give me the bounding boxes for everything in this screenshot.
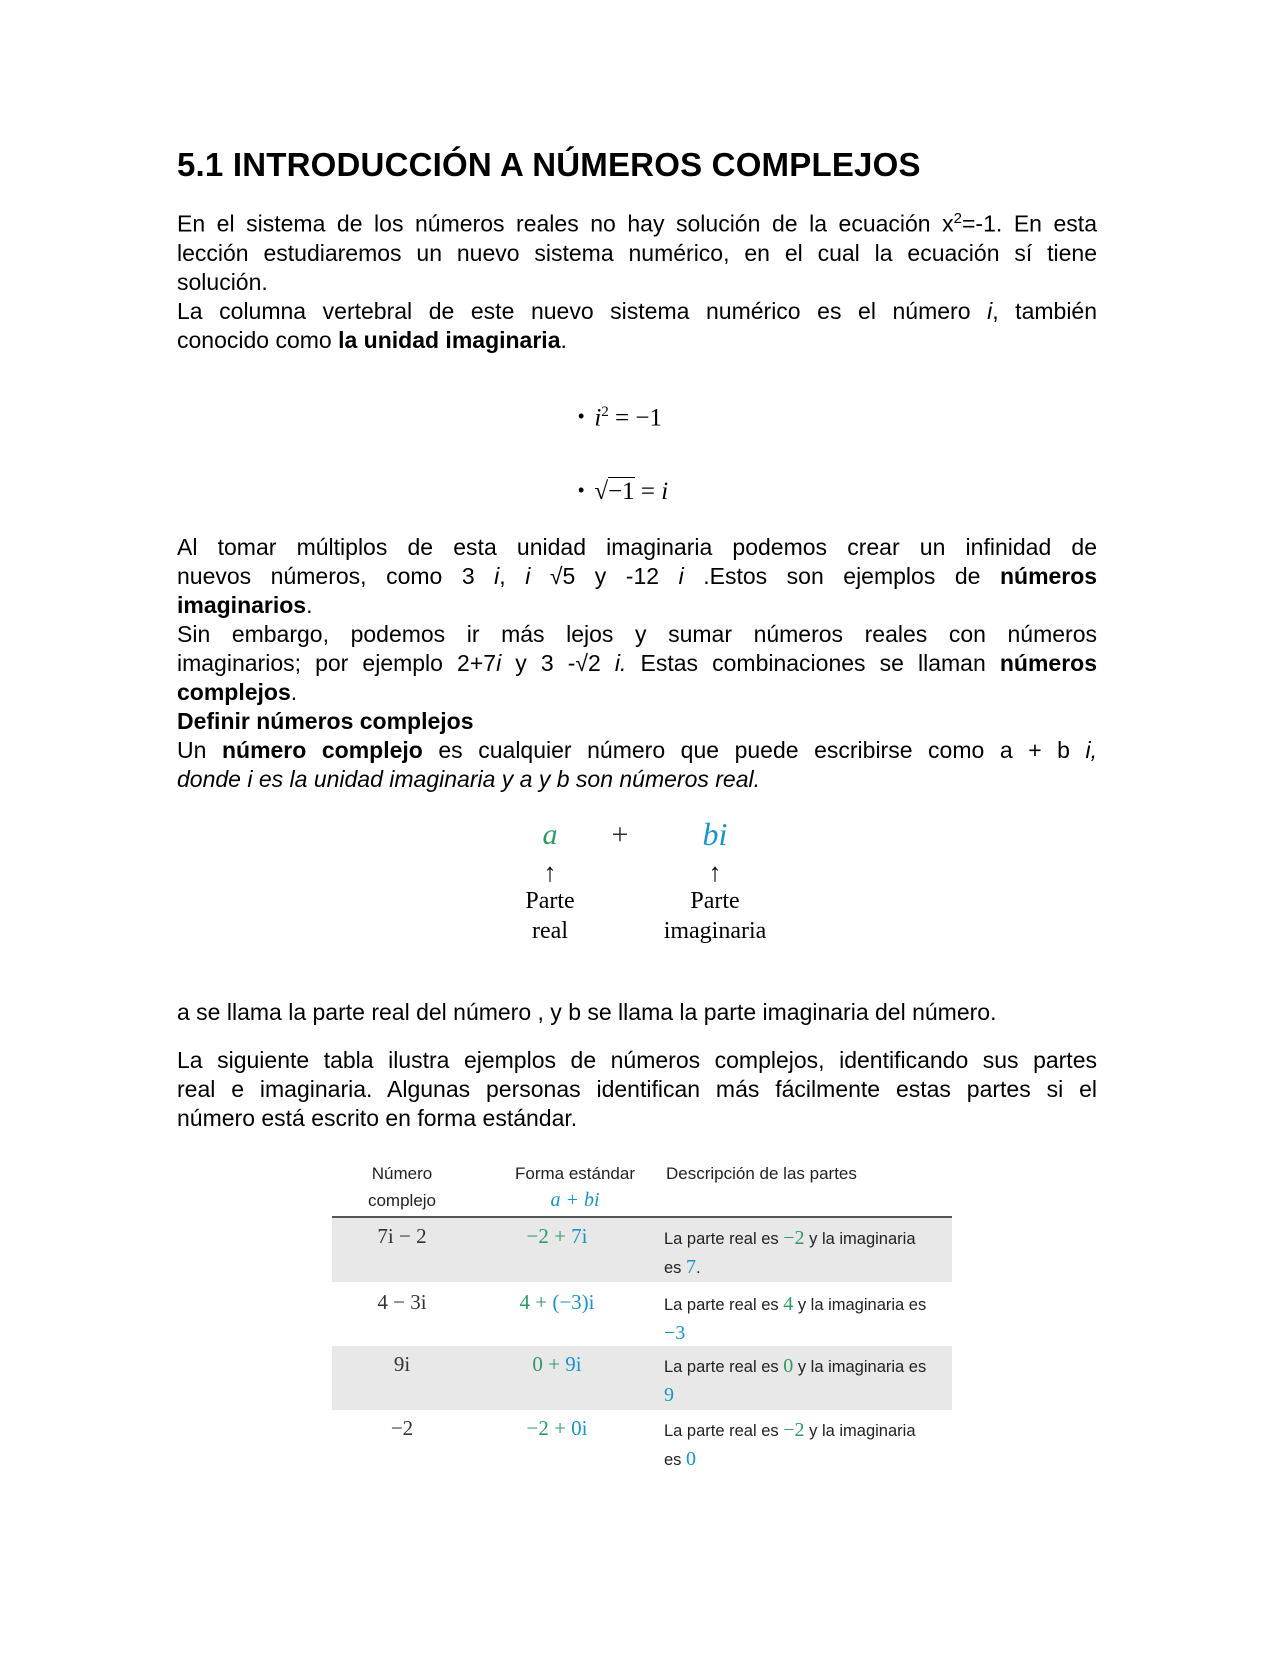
bullet-i-squared: • $i^2 = -1$ — [578, 404, 662, 432]
arrow-up-icon: ↑ — [708, 858, 722, 887]
intro-line-3: solución. — [177, 268, 268, 295]
table-row: 7i − 2 −2 + 7i La parte real es −2 y la imaginaria es 7. — [332, 1218, 952, 1282]
intro-paragraph — [177, 204, 1097, 355]
page-title: 5.1 INTRODUCCIÓN A NÚMEROS COMPLEJOS — [177, 146, 921, 183]
table-header-description: Descripción de las partes — [666, 1164, 857, 1183]
table-row: 4 − 3i 4 + (−3)i La parte real es 4 y la imaginaria es −3 — [377, 1290, 927, 1344]
arrow-up-icon: ↑ — [543, 858, 557, 887]
intro-line-5: conocido como la unidad imaginaria. — [177, 326, 567, 353]
bullet-sqrt: • √−1 = i — [578, 478, 669, 505]
real-part-symbol: a — [542, 818, 558, 851]
table-row: 9i 0 + 9i La parte real es 0 y la imaginaria es 9 — [332, 1346, 952, 1410]
intro-line-1: En el sistema de los números reales no hay solución de la ecuación $x^2=-1$. En esta — [177, 210, 1097, 237]
after-diagram-text: a se llama la parte real del número , y b se llama la parte imaginaria del número. — [177, 999, 997, 1025]
table-header-number: Número complejo — [367, 1164, 437, 1210]
definition-heading: Definir números complejos — [177, 708, 474, 734]
intro-line-2: lección estudiaremos un nuevo sistema numérico, en el cual la ecuación sí tiene — [177, 239, 1097, 266]
sqrt-icon: √ — [594, 478, 609, 505]
table-row: −2 −2 + 0i La parte real es −2 y la imaginaria es 0 — [390, 1416, 916, 1470]
real-part-label: Parte real — [525, 888, 575, 944]
table-intro-paragraph: La siguiente tabla ilustra ejemplos de números complejos, identificando sus partes real e imaginaria. Algunas personas identifican más fácilmente estas partes si el número está escrito en forma estándar. — [177, 1047, 1097, 1131]
imag-part-symbol: bi — [702, 816, 728, 852]
imag-part-label: Parte imaginaria — [663, 888, 767, 944]
intro-line-4: La columna vertebral de este nuevo sistema numérico es el número i, también — [177, 297, 1098, 324]
table-header-standard-form: Forma estándar a + bi — [515, 1164, 635, 1211]
multiples-paragraph: Al tomar múltiplos de esta unidad imaginaria podemos crear un infinidad de nuevos números, como 3 i, i √5 y -12 i .Estos son ejemplos de números imaginarios. Sin embargo, podemos ir más lejos y sumar números reales con números imaginarios; por ejemplo 2+7i y 3 -√2 i. Estas combinaciones se llaman números complejos. Definir números complejos Un número complejo es cualquier número que puede escribirse como a + b i, donde i es la unidad imaginaria y a y b son números real. — [177, 534, 1098, 792]
definition-line-1: Un número complejo es cualquier número que puede escribirse como a + b i, — [177, 737, 1098, 763]
definition-line-2: donde i es la unidad imaginaria y a y b son números real. — [177, 766, 761, 792]
plus-symbol: + — [611, 818, 629, 851]
